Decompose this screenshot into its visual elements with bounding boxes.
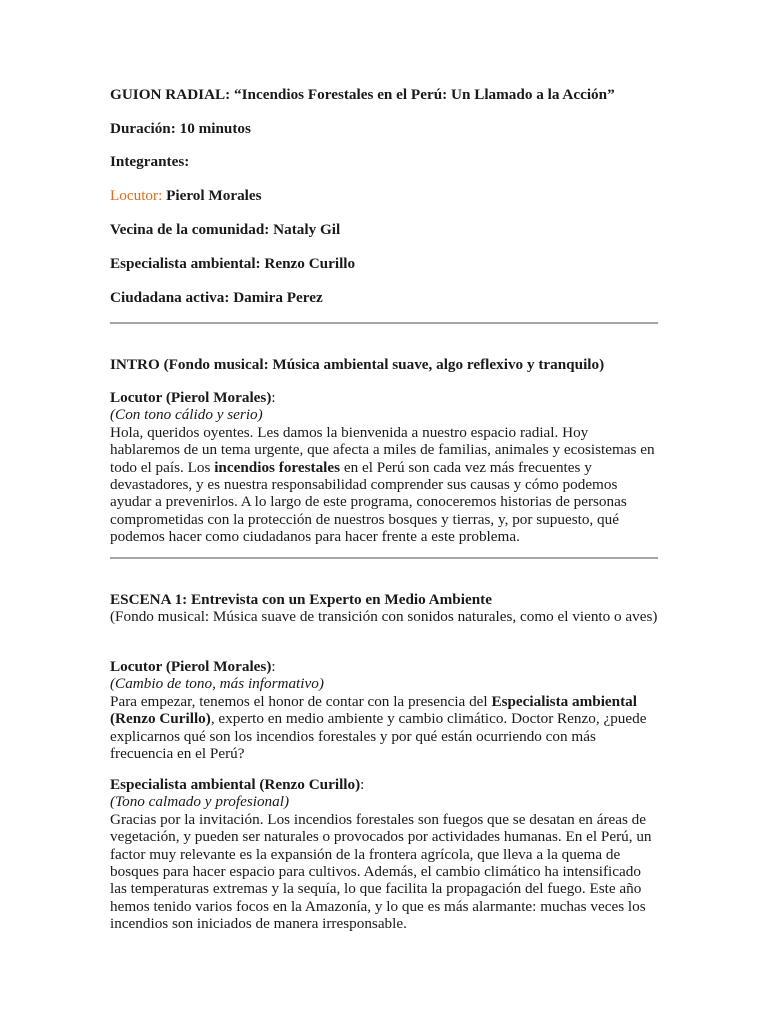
speaker-label: Especialista ambiental (Renzo Curillo): [110, 776, 361, 793]
script-title: GUION RADIAL: “Incendios Forestales en el Perú: Un Llamado a la Acción”: [110, 86, 615, 103]
intro-heading: INTRO (Fondo musical: Música ambiental suave, algo reflexivo y tranquilo): [110, 356, 605, 373]
especialista-block: Especialista ambiental (Renzo Curillo): (Tono calmado y profesional) Gracias por la invitación. Los incendios forestales son fuegos que se desatan en áreas de vegetación, y pueden ser naturales o provocados por actividades humanas. En el Perú, un factor muy relevante es la expansión de la frontera agrícola, que lleva a la quema de bosques para hacer espacio para cultivos. Además, el cambio climático ha intensificado las temperaturas extremas y la sequía, lo que facilita la propagación del fuego. Este año hemos tenido varios focos en la Amazonía, y lo que es más alarmante: muchas veces los incendios son iniciados de manera irresponsable.: [110, 776, 658, 933]
divider: [110, 322, 658, 324]
dialogue-text: Hola, queridos oyentes. Les damos la bienvenida a nuestro espacio radial. Hoy hablaremos de un tema urgente, que afecta a miles de familias, animales y ecosistemas en todo el país. Los incendios forestales en el Perú son cada vez más frecuentes y devastadores, y es nuestra responsabilidad comprender sus causas y cómo podemos ayudar a prevenirlos. A lo largo de este programa, conoceremos historias de personas comprometidas con la protección de nuestros bosques y tierras, y, por supuesto, qué podemos hacer como ciudadanos para hacer frente a este problema.: [110, 423, 655, 546]
member-locutor: [110, 187, 262, 204]
stage-direction: (Con tono cálido y serio): [110, 406, 263, 424]
stage-direction: (Cambio de tono, más informativo): [110, 675, 324, 693]
scene-1-header: [110, 591, 658, 626]
speaker-label: Locutor (Pierol Morales): [110, 658, 272, 675]
divider: [110, 557, 658, 559]
member-vecina: Vecina de la comunidad: Nataly Gil: [110, 221, 341, 238]
duration: Duración: 10 minutos: [110, 120, 251, 137]
stage-direction: (Tono calmado y profesional): [110, 793, 290, 811]
member-especialista: Especialista ambiental: Renzo Curillo: [110, 255, 356, 272]
intro-block: Locutor (Pierol Morales): (Con tono cálido y serio) Hola, queridos oyentes. Les damos la bienvenida a nuestro espacio radial. Hoy hablaremos de un tema urgente, que afecta a miles de familias, animales y ecosistemas en todo el país. Los incendios forestales en el Perú son cada vez más frecuentes y devastadores, y es nuestra responsabilidad comprender sus causas y cómo podemos ayudar a prevenirlos. A lo largo de este programa, conoceremos historias de personas comprometidas con la protección de nuestros bosques y tierras, y, por supuesto, qué podemos hacer como ciudadanos para hacer frente a este problema.: [110, 389, 658, 546]
locutor-block: Locutor (Pierol Morales): (Cambio de tono, más informativo) Para empezar, tenemos el honor de contar con la presencia del Especialista ambiental (Renzo Curillo), experto en medio ambiente y cambio climático. Doctor Renzo, ¿puede explicarnos qué son los incendios forestales y por qué están ocurriendo con más frecuencia en el Perú?: [110, 658, 658, 762]
speaker-label: Locutor (Pierol Morales): [110, 389, 272, 406]
member-ciudadana: Ciudadana activa: Damira Perez: [110, 289, 323, 306]
members-heading: Integrantes:: [110, 153, 190, 170]
dialogue-text: Para empezar, tenemos el honor de contar con la presencia del Especialista ambiental (Renzo Curillo), experto en medio ambiente y cambio climático. Doctor Renzo, ¿puede explicarnos qué son los incendios forestales y por qué están ocurriendo con más frecuencia en el Perú?: [110, 692, 647, 763]
locutor-name: Pierol Morales: [162, 187, 262, 204]
scene-music-note: (Fondo musical: Música suave de transición con sonidos naturales, como el viento o aves): [110, 608, 658, 626]
locutor-label: Locutor:: [110, 187, 163, 204]
scene-heading: ESCENA 1: Entrevista con un Experto en Medio Ambiente: [110, 591, 492, 608]
dialogue-text: Gracias por la invitación. Los incendios forestales son fuegos que se desatan en áreas de vegetación, y pueden ser naturales o provocados por actividades humanas. En el Perú, un factor muy relevante es la expansión de la frontera agrícola, que lleva a la quema de bosques para hacer espacio para cultivos. Además, el cambio climático ha intensificado las temperaturas extremas y la sequía, lo que facilita la propagación del fuego. Este año hemos tenido varios focos en la Amazonía, y lo que es más alarmante: muchas veces los incendios son iniciados de manera irresponsable.: [110, 810, 652, 933]
